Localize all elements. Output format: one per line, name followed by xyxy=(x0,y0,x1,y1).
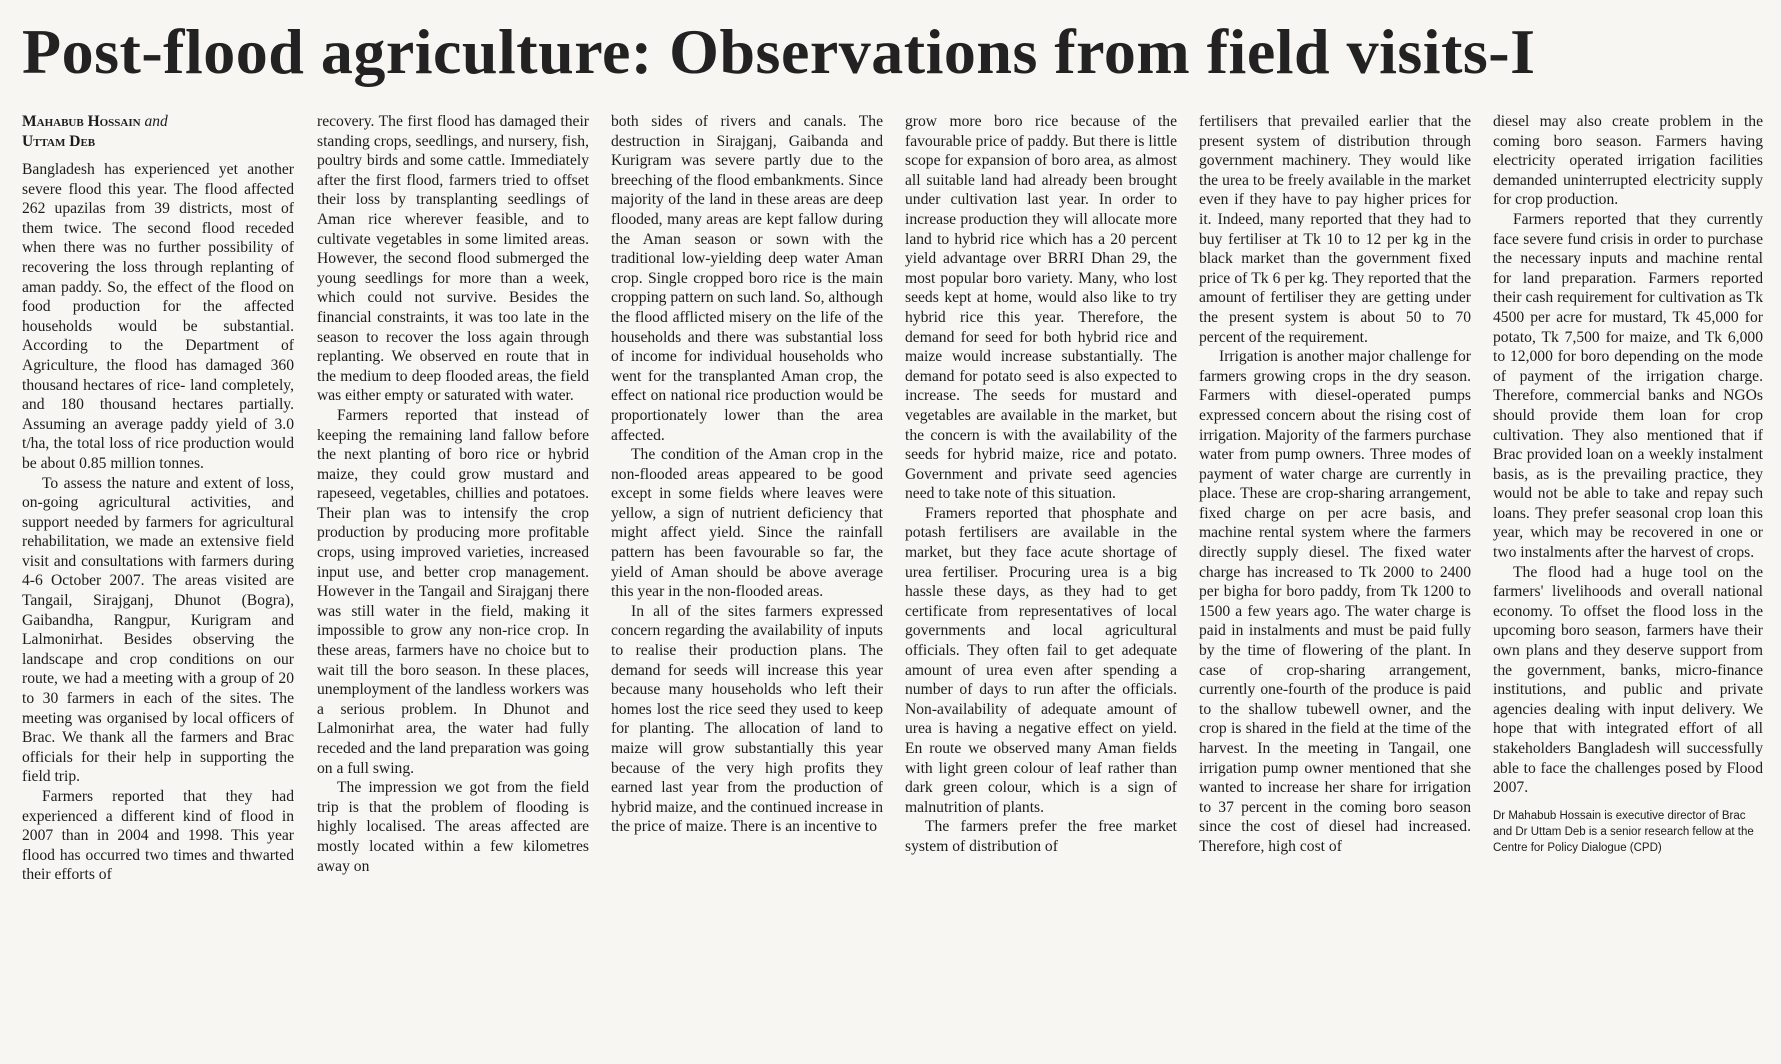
paragraph: recovery. The first flood has damaged their standing crops, seedlings, and nursery, fish, poultry birds and some cattle. Immediately after the first flood, farmers tried to offset their loss by transplanting seedlings of Aman rice wherever feasible, and to cultivate vegetables in some limited areas. However, the second flood submerged the young seedlings for more than a week, which could not survive. Besides the financial constraints, it was too late in the season to recover the loss again through replanting. We observed en route that in the medium to deep flooded areas, the field was either empty or saturated with water. xyxy=(317,113,589,405)
article-column-4 xyxy=(905,112,1177,1032)
paragraph: Farmers reported that they currently face severe fund crisis in order to purchase the necessary inputs and machine rental for land preparation. Farmers reported their cash requirement for cultivation as Tk 4500 per acre for mustard, Tk 45,000 for potato, Tk 7,500 for maize, and Tk 6,000 to 12,000 for boro depending on the mode of payment of the irrigation charge. Therefore, commercial banks and NGOs should provide them loan for crop cultivation. They also mentioned that if Brac provided loan on a weekly instalment basis, as is the prevailing practice, they would not be able to take and repay such loans. They prefer seasonal crop loan this year, which may be recovered in one or two instalments after the harvest of crops. xyxy=(1493,210,1763,562)
paragraph: The farmers prefer the free market system of distribution of xyxy=(905,818,1177,855)
paragraph: The impression we got from the field trip is that the problem of flooding is highly localised. The areas affected are mostly located within a few kilometres away on xyxy=(317,779,589,875)
paragraph: Framers reported that phosphate and potash fertilisers are available in the market, but they face acute shortage of urea fertiliser. Procuring urea is a big hassle these days, as they had to get certificate from representatives of local governments and local agricultural officials. They often fail to get adequate amount of urea even after spending a number of days to run after the officials. Non-availability of adequate amount of urea is having a negative effect on yield. En route we observed many Aman fields with light green colour of leaf rather than dark green colour, which is a sign of malnutrition of plants. xyxy=(905,504,1177,816)
article-column-3 xyxy=(611,112,883,1032)
article-column-1 xyxy=(22,112,294,1032)
paragraph: In all of the sites farmers expressed concern regarding the availability of inputs to realise their production plans. The demand for seeds will increase this year because many households who left their homes lost the rice seed they used to keep for planting. The allocation of land to maize will grow substantially this year because of the very high profits they earned last year from the production of hybrid maize, and the continued increase in the price of maize. There is an incentive to xyxy=(611,602,883,836)
paragraph: Irrigation is another major challenge for farmers growing crops in the dry season. Farmers with diesel-operated pumps expressed concern about the rising cost of irrigation. Majority of the farmers purchase water from pump owners. Three modes of payment of water charge are currently in place. These are crop-sharing arrangement, fixed charge on per acre basis, and machine rental system where the farmers directly supply diesel. The fixed water charge has increased to Tk 2000 to 2400 per bigha for boro paddy, from Tk 1200 to 1500 a few years ago. The water charge is paid in instalments and must be paid fully by the time of flowering of the plant. In case of crop-sharing arrangement, currently one-fourth of the produce is paid to the shallow tubewell owner, and the crop is shared in the field at the time of the harvest. In the meeting in Tangail, one irrigation pump owner mentioned that she wanted to increase her share for irrigation to 37 percent in the coming boro season since the cost of diesel had increased. Therefore, high cost of xyxy=(1199,348,1471,855)
paragraph: Bangladesh has experienced yet another severe flood this year. The flood affected 262 upazilas from 39 districts, most of them twice. The second flood receded when there was no further possibility of recovering the loss through replanting of aman paddy. So, the effect of the flood on food production for the affected households would be substantial. According to the Department of Agriculture, the flood has damaged 360 thousand hectares of rice- land completely, and 180 thousand hectares partially. Assuming an average paddy yield of 3.0 t/ha, the total loss of rice production would be about 0.85 million tonnes. xyxy=(22,161,294,472)
paragraph: fertilisers that prevailed earlier that the present system of distribution through government machinery. They would like the urea to be freely available in the market even if they have to pay higher prices for it. Indeed, many reported that they had to buy fertiliser at Tk 10 to 12 per kg in the black market than the government fixed price of Tk 6 per kg. They reported that the amount of fertiliser they are getting under the present system is about 50 to 70 percent of the requirement. xyxy=(1199,113,1471,346)
article-column-5 xyxy=(1199,112,1471,1032)
article-column-2 xyxy=(317,112,589,1032)
paragraph: Farmers reported that they had experienced a different kind of flood in 2007 than in 2004 and 1998. This year flood has occurred two times and thwarted their efforts of xyxy=(22,788,294,884)
paragraph: diesel may also create problem in the coming boro season. Farmers having electricity operated irrigation facilities demanded uninterrupted electricity supply for crop production. xyxy=(1493,113,1763,209)
byline-and: and xyxy=(144,113,168,130)
author-2: Uttam Deb xyxy=(22,133,96,150)
headline: Post-flood agriculture: Observations from field visits-I xyxy=(22,16,1536,87)
author-1: Mahabub Hossain xyxy=(22,113,141,130)
paragraph: The condition of the Aman crop in the non-flooded areas appeared to be good except in some fields where leaves were yellow, a sign of nutrient deficiency that might affect yield. Since the rainfall pattern has been favourable so far, the yield of Aman should be above average this year in the non-flooded areas. xyxy=(611,446,883,601)
paragraph: To assess the nature and extent of loss, on-going agricultural activities, and support needed by farmers for agricultural rehabilitation, we made an extensive field visit and consultations with farmers during 4-6 October 2007. The areas visited are Tangail, Sirajganj, Dhunot (Bogra), Gaibandha, Rangpur, Kurigram and Lalmonirhat. Besides observing the landscape and crop conditions on our route, we had a meeting with a group of 20 to 30 farmers in each of the sites. The meeting was organised by local officers of Brac. We thank all the farmers and Brac officials for their help in supporting the field trip. xyxy=(22,474,294,786)
article-column-6 xyxy=(1493,112,1763,1032)
author-note: Dr Mahabub Hossain is executive director of Brac and Dr Uttam Deb is a senior research fellow at the Centre for Policy Dialogue (CPD) xyxy=(1493,809,1754,854)
paragraph: both sides of rivers and canals. The destruction in Sirajganj, Gaibanda and Kurigram was severe partly due to the breeching of the flood embankments. Since majority of the land in these areas are deep flooded, many areas are kept fallow during the Aman season or sown with the traditional low-yielding deep water Aman crop. Single cropped boro rice is the main cropping pattern on such land. So, although the flood afflicted misery on the life of the households and there was substantial loss of income for individual households who went for the transplanted Aman crop, the effect on national rice production would be proportionately lower than the area affected. xyxy=(611,113,883,444)
paragraph: Farmers reported that instead of keeping the remaining land fallow before the next planting of boro rice or hybrid maize, they could grow mustard and rapeseed, vegetables, chillies and potatoes. Their plan was to intensify the crop production by producing more profitable crops, using improved varieties, increased input use, and better crop management. However in the Tangail and Sirajganj there was still water in the field, making it impossible to grow any non-rice crop. In these areas, farmers have no choice but to wait till the boro season. In these places, unemployment of the landless workers was a serious problem. In Dhunot and Lalmonirhat area, the water had fully receded and the land preparation was going on a full swing. xyxy=(317,406,589,777)
byline xyxy=(22,112,294,152)
paragraph: grow more boro rice because of the favourable price of paddy. But there is little scope for expansion of boro area, as almost all suitable land had already been brought under cultivation last year. In order to increase production they will allocate more land to hybrid rice which has a 20 percent yield advantage over BRRI Dhan 29, the most popular boro variety. Many, who lost seeds kept at home, would also like to try hybrid rice this year. Therefore, the demand for seed for both hybrid rice and maize would increase substantially. The demand for potato seed is also expected to increase. The seeds for mustard and vegetables are available in the market, but the concern is with the availability of the seeds for hybrid maize, rice and potato. Government and private seed agencies need to take note of this situation. xyxy=(905,113,1177,503)
paragraph: The flood had a huge tool on the farmers' livelihoods and overall national economy. To offset the flood loss in the upcoming boro season, farmers have their own plans and they deserve support from the government, banks, micro-finance institutions, and public and private agencies dealing with input delivery. We hope that with integrated effort of all stakeholders Bangladesh will successfully able to face the challenges posed by Flood 2007. xyxy=(1493,563,1763,797)
